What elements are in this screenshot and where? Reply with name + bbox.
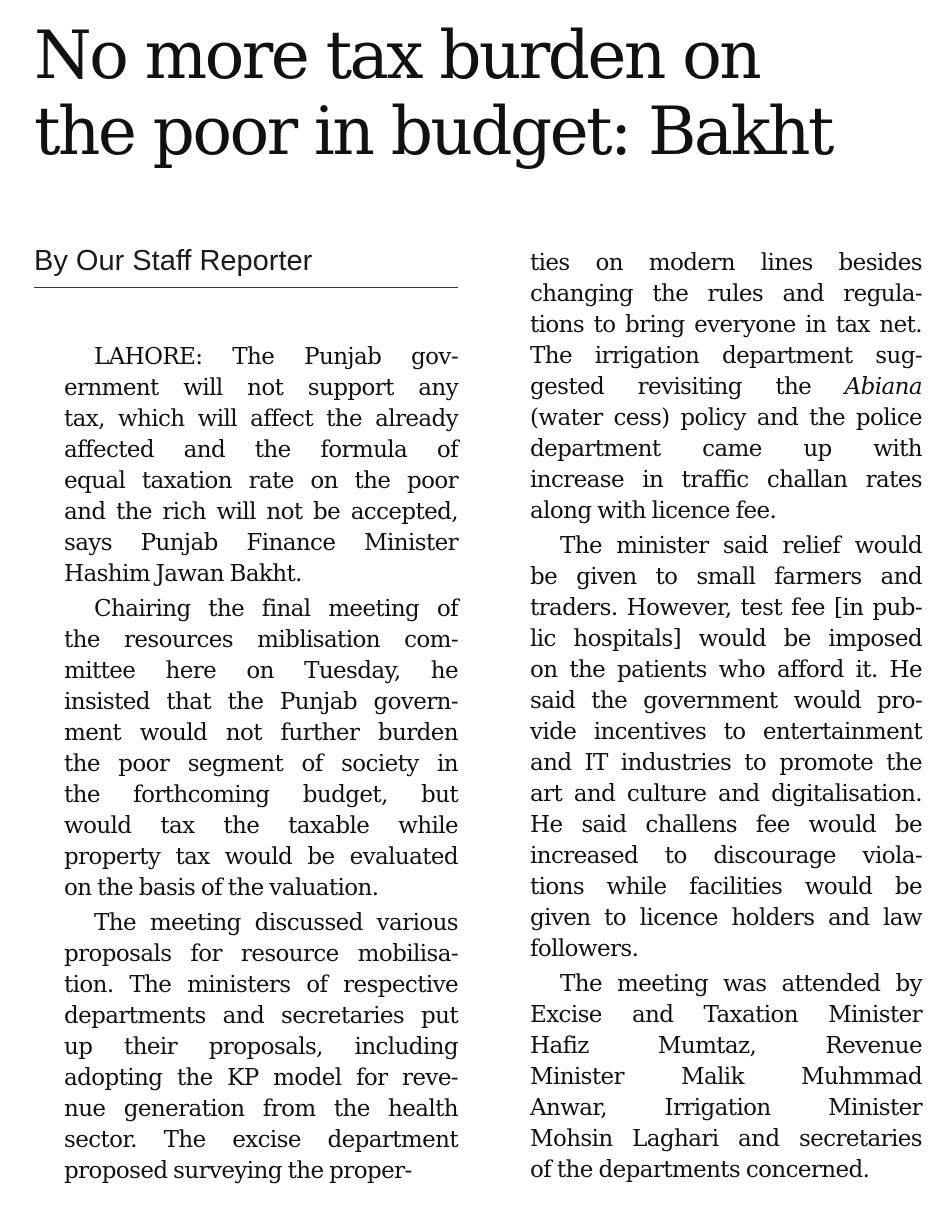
text-line: tions to bring everyone in tax net.: [530, 312, 922, 338]
article-paragraph: [500, 531, 922, 965]
text-line: (water cess) policy and the police: [530, 405, 922, 431]
text-line: The meeting discussed various: [94, 910, 458, 936]
text-line: The meeting was attended by: [560, 971, 922, 997]
text-line: Minister Malik Muhmmad: [530, 1064, 922, 1090]
text-line: proposed surveying the proper-: [64, 1158, 412, 1184]
text-line: lic hospitals] would be imposed: [530, 626, 922, 652]
text-line: Mohsin Laghari and secretaries: [530, 1126, 922, 1152]
text-line: the resources miblisation com-: [64, 627, 458, 653]
headline-line-2: the poor in budget: Bakht: [34, 93, 832, 170]
text-line: tax, which will affect the already: [64, 406, 458, 432]
text-line: Anwar, Irrigation Minister: [530, 1095, 922, 1121]
text-line: of the departments concerned.: [530, 1157, 870, 1183]
text-line: increase in traffic challan rates: [530, 467, 922, 493]
text-line: and IT industries to promote the: [530, 750, 922, 776]
text-line: tions while facilities would be: [530, 874, 922, 900]
text-line: mittee here on Tuesday, he: [64, 658, 458, 684]
text-line: the poor segment of society in: [64, 751, 458, 777]
text-line: department came up with: [530, 436, 922, 462]
text-line: up their proposals, including: [64, 1034, 458, 1060]
text-line: on the patients who afford it. He: [530, 657, 922, 683]
text-line: proposals for resource mobilisa-: [64, 941, 458, 967]
text-line: ernment will not support any: [64, 375, 458, 401]
text-line: the forthcoming budget, but: [64, 782, 458, 808]
text-line: on the basis of the valuation.: [64, 875, 379, 901]
text-line: affected and the formula of: [64, 437, 458, 463]
text-line: says Punjab Finance Minister: [64, 530, 458, 556]
text-line: Hashim Jawan Bakht.: [64, 561, 302, 587]
text-line: ment would not further burden: [64, 720, 458, 746]
text-line: along with licence fee.: [530, 498, 777, 524]
text-line: be given to small farmers and: [530, 564, 922, 590]
text-line: ties on modern lines besides: [530, 250, 922, 276]
article-paragraph: [34, 594, 458, 904]
text-line: LAHORE: The Punjab gov-: [94, 344, 458, 370]
text-line: given to licence holders and law: [530, 905, 922, 931]
text-line: insisted that the Punjab govern-: [64, 689, 458, 715]
text-line: He said challens fee would be: [530, 812, 922, 838]
headline: [34, 18, 934, 170]
article-column-right: [500, 248, 922, 1190]
text-line: vide incentives to entertainment: [530, 719, 922, 745]
text-line: increased to discourage viola-: [530, 843, 922, 869]
text-line: adopting the KP model for reve-: [64, 1065, 458, 1091]
text-line: The irrigation department sug-: [530, 343, 922, 369]
italic-term: Abiana: [844, 374, 922, 400]
text-line: equal taxation rate on the poor: [64, 468, 458, 494]
text-line: and the rich will not be accepted,: [64, 499, 458, 525]
text-line: Chairing the final meeting of: [94, 596, 458, 622]
text-line: sector. The excise department: [64, 1127, 458, 1153]
text-line: art and culture and digitalisation.: [530, 781, 922, 807]
headline-line-1: No more tax burden on: [34, 17, 760, 94]
text-line: followers.: [530, 936, 639, 962]
text-line: departments and secretaries put: [64, 1003, 458, 1029]
text-line: said the government would pro-: [530, 688, 922, 714]
text-line: property tax would be evaluated: [64, 844, 458, 870]
article-paragraph: [500, 248, 922, 527]
text-line: The minister said relief would: [560, 533, 922, 559]
text-line: traders. However, test fee [in pub-: [530, 595, 922, 621]
article-column-left: [34, 342, 458, 1191]
text-line: tion. The ministers of respective: [64, 972, 458, 998]
text-line: would tax the taxable while: [64, 813, 458, 839]
text-line: nue generation from the health: [64, 1096, 458, 1122]
article-paragraph: [500, 969, 922, 1186]
byline: By Our Staff Reporter: [34, 244, 458, 288]
article-paragraph: [34, 908, 458, 1187]
text-line: changing the rules and regula-: [530, 281, 922, 307]
text-line: Hafiz Mumtaz, Revenue: [530, 1033, 922, 1059]
text-line: Excise and Taxation Minister: [530, 1002, 922, 1028]
article-paragraph: [34, 342, 458, 590]
text-line: gested revisiting the Abiana: [530, 374, 922, 400]
